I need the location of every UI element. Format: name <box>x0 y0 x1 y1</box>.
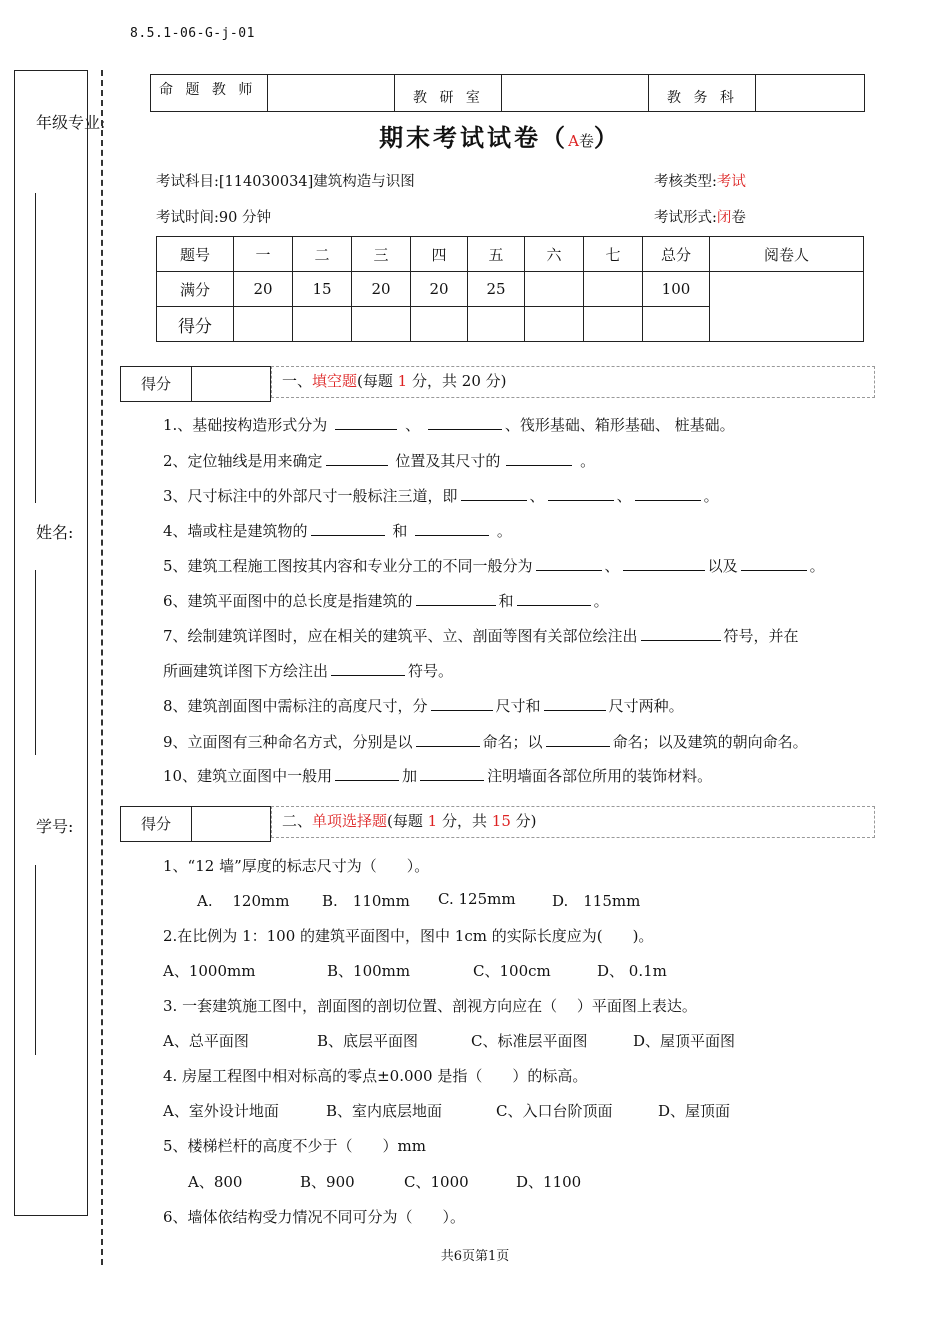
got-score-cell[interactable] <box>411 307 468 342</box>
subject-label: 考试科目: <box>156 174 219 190</box>
title-close: ） <box>593 124 621 152</box>
fill-question-10 <box>163 765 712 786</box>
binding-margin-box <box>14 70 88 1216</box>
grader-field[interactable] <box>710 272 864 342</box>
exam-type <box>654 170 746 191</box>
paper-suffix: 卷 <box>578 132 594 150</box>
q-text: 5、建筑工程施工图按其内容和专业分工的不同一般分为 <box>163 557 533 575</box>
answer-blank[interactable] <box>420 779 484 781</box>
answer-blank[interactable] <box>546 745 610 747</box>
section1-score-field[interactable] <box>190 366 271 402</box>
answer-blank[interactable] <box>416 745 480 747</box>
fill-question-7-cont <box>163 660 453 681</box>
type-label: 考核类型: <box>654 174 717 190</box>
q-text: 4、墙或柱是建筑物的 <box>163 522 308 540</box>
form-label: 考试形式: <box>654 210 717 226</box>
score-head-row <box>157 237 864 272</box>
q5-option-a[interactable]: A、800 <box>188 1173 243 1191</box>
section2-rule-a: (每题 <box>387 812 423 830</box>
full-score-cell: 25 <box>468 272 525 307</box>
q-text: 1.、基础按构造形式分为 <box>163 416 328 434</box>
q-text: 所画建筑详图下方绘注出 <box>163 662 329 680</box>
answer-blank[interactable] <box>548 499 614 501</box>
q5-option-d[interactable]: D、1100 <box>516 1173 582 1191</box>
section2-title <box>271 806 875 838</box>
section2-rule-b: 分，共 <box>442 812 488 830</box>
q-text: 3、尺寸标注中的外部尺寸一般标注三道，即 <box>163 487 458 505</box>
head-cell: 六 <box>525 237 584 272</box>
q3-option-c[interactable]: C、标准层平面图 <box>471 1032 588 1050</box>
section1-score-label: 得分 <box>120 366 192 402</box>
section2-name: 单项选择题 <box>312 812 388 830</box>
cut-line <box>101 70 103 1265</box>
answer-blank[interactable] <box>415 534 489 536</box>
got-score-cell[interactable] <box>468 307 525 342</box>
document-code: 8.5.1-06-G-j-01 <box>130 26 255 41</box>
section1-rule-c: 分) <box>485 372 507 390</box>
q-text: 6、建筑平面图中的总长度是指建筑的 <box>163 592 413 610</box>
answer-blank[interactable] <box>335 779 399 781</box>
full-score-cell: 20 <box>234 272 293 307</box>
q-text: 。 <box>809 557 825 575</box>
q-text: 。 <box>703 487 719 505</box>
got-score-cell[interactable] <box>293 307 352 342</box>
choice-question-3: 3. 一套建筑施工图中，剖面图的剖切位置、剖视方向应在（ ）平面图上表达。 <box>163 997 697 1015</box>
fill-question-2 <box>163 450 595 471</box>
got-score-cell[interactable] <box>525 307 584 342</box>
student-id-line <box>35 865 36 1055</box>
title-text: 期末考试试卷（ <box>379 124 569 152</box>
score-table <box>156 236 864 342</box>
section1-prefix: 一、 <box>282 372 313 390</box>
affairs-field[interactable] <box>756 75 865 112</box>
research-field[interactable] <box>502 75 649 112</box>
q-text: 尺寸两种。 <box>608 697 684 715</box>
q-text: 位置及其尺寸的 <box>395 452 501 470</box>
section1-header <box>120 366 865 400</box>
got-score-cell[interactable] <box>584 307 643 342</box>
fill-question-7 <box>163 625 799 646</box>
page-number: 共6页第1页 <box>440 1249 510 1264</box>
choice-question-4: 4. 房屋工程图中相对标高的零点±0.000 是指（ ）的标高。 <box>163 1067 588 1085</box>
q-text: 、 <box>604 557 620 575</box>
head-cell: 一 <box>234 237 293 272</box>
q-text: 9、立面图有三种命名方式，分别是以 <box>163 733 413 751</box>
full-score-cell: 100 <box>643 272 710 307</box>
answer-blank[interactable] <box>517 604 591 606</box>
section2-header <box>120 806 865 840</box>
q-text: 。 <box>496 522 512 540</box>
q-text: 符号。 <box>408 662 454 680</box>
answer-blank[interactable] <box>326 464 388 466</box>
name-line <box>35 570 36 755</box>
q-text: 、 <box>405 416 421 434</box>
answer-blank[interactable] <box>536 569 602 571</box>
q-text: 命名；以及建筑的朝向命名。 <box>612 733 808 751</box>
head-cell: 二 <box>293 237 352 272</box>
q5-option-c[interactable]: C、1000 <box>404 1173 469 1191</box>
q-text: 尺寸和 <box>495 697 541 715</box>
q2-option-c[interactable]: C、100cm <box>473 962 551 980</box>
grade-major-label: 年级专业: <box>36 113 106 132</box>
q4-option-c[interactable]: C、入口台阶顶面 <box>496 1102 613 1120</box>
answer-blank[interactable] <box>335 428 397 430</box>
got-score-cell[interactable] <box>352 307 411 342</box>
answer-blank[interactable] <box>623 569 705 571</box>
form-value-black: 卷 <box>731 210 746 226</box>
q-text: 注明墙面各部位所用的装饰材料。 <box>487 767 713 785</box>
q1-option-a[interactable]: A. 120mm <box>197 892 290 910</box>
head-cell: 四 <box>411 237 468 272</box>
answer-blank[interactable] <box>431 709 493 711</box>
paper-version: A <box>568 132 579 150</box>
fill-question-1 <box>163 414 735 435</box>
full-score-cell: 20 <box>352 272 411 307</box>
section1-rule-a: (每题 <box>357 372 393 390</box>
choice-question-6: 6、墙体依结构受力情况不同可分为（ ）。 <box>163 1208 466 1226</box>
section1-name: 填空题 <box>312 372 358 390</box>
fill-question-5 <box>163 555 825 576</box>
q-text: 。 <box>593 592 609 610</box>
q-text: 和 <box>498 592 514 610</box>
head-cell: 阅卷人 <box>710 237 864 272</box>
name-label: 姓名: <box>36 523 74 542</box>
section1-title <box>271 366 875 398</box>
fill-question-4 <box>163 520 512 541</box>
choice-question-5: 5、楼梯栏杆的高度不少于（ ）mm <box>163 1137 426 1155</box>
q1-option-b[interactable]: B. 110mm <box>322 892 410 910</box>
approval-table <box>150 74 865 112</box>
q-text: 8、建筑剖面图中需标注的高度尺寸，分 <box>163 697 428 715</box>
answer-blank[interactable] <box>641 639 721 641</box>
full-score-cell <box>525 272 584 307</box>
section2-score-field[interactable] <box>190 806 271 842</box>
fill-question-3 <box>163 485 719 506</box>
q-text: 2、定位轴线是用来确定 <box>163 452 323 470</box>
form-value-red: 闭 <box>716 210 732 226</box>
q-text: 7、绘制建筑详图时，应在相关的建筑平、立、剖面等图有关部位绘注出 <box>163 627 638 645</box>
q2-option-a[interactable]: A、1000mm <box>163 962 256 980</box>
q2-option-b[interactable]: B、100mm <box>327 962 411 980</box>
answer-blank[interactable] <box>311 534 385 536</box>
head-cell: 总分 <box>643 237 710 272</box>
fill-question-6 <box>163 590 609 611</box>
answer-blank[interactable] <box>635 499 701 501</box>
q-text: 、 <box>616 487 632 505</box>
answer-blank[interactable] <box>741 569 807 571</box>
got-score-cell[interactable] <box>234 307 293 342</box>
choice-question-1: 1、“12 墙”厚度的标志尺寸为（ ）。 <box>163 857 430 875</box>
full-score-row <box>157 272 864 307</box>
section2-score-label: 得分 <box>120 806 192 842</box>
section2-rule-c: 分) <box>515 812 537 830</box>
q4-option-b[interactable]: B、室内底层地面 <box>326 1102 443 1120</box>
answer-blank[interactable] <box>331 674 405 676</box>
full-score-label: 满分 <box>157 272 234 307</box>
fill-question-8 <box>163 695 684 716</box>
student-id-label: 学号: <box>36 817 74 836</box>
time-value: 90 分钟 <box>218 210 271 226</box>
exam-form <box>654 206 746 227</box>
q-text: 。 <box>580 452 596 470</box>
q1-option-d[interactable]: D. 115mm <box>552 892 641 910</box>
teacher-field[interactable] <box>268 75 395 112</box>
section2-total: 15 <box>491 812 511 830</box>
research-label: 教 研 室 <box>395 75 502 112</box>
q5-option-b[interactable]: B、900 <box>300 1173 355 1191</box>
q2-option-d[interactable]: D、 0.1m <box>597 962 667 980</box>
teacher-label: 命 题 教 师 <box>151 75 268 112</box>
q1-option-c[interactable]: C. 125mm <box>438 890 516 908</box>
answer-blank[interactable] <box>428 428 502 430</box>
section2-prefix: 二、 <box>282 812 313 830</box>
subject-value: [114030034]建筑构造与识图 <box>218 174 415 190</box>
choice-question-2: 2.在比例为 1：100 的建筑平面图中，图中 1cm 的实际长度应为( )。 <box>163 927 654 945</box>
q4-option-a[interactable]: A、室外设计地面 <box>163 1102 279 1120</box>
answer-blank[interactable] <box>544 709 606 711</box>
q4-option-d[interactable]: D、屋顶面 <box>658 1102 731 1120</box>
head-cell: 七 <box>584 237 643 272</box>
got-score-cell[interactable] <box>643 307 710 342</box>
q3-option-a[interactable]: A、总平面图 <box>163 1032 249 1050</box>
affairs-label: 教 务 科 <box>649 75 756 112</box>
section1-rule-b: 分，共 <box>412 372 458 390</box>
type-value: 考试 <box>716 174 746 190</box>
q-text: 加 <box>402 767 418 785</box>
q-text: 10、建筑立面图中一般用 <box>163 767 333 785</box>
full-score-cell: 15 <box>293 272 352 307</box>
full-score-cell <box>584 272 643 307</box>
head-cell: 五 <box>468 237 525 272</box>
head-cell: 三 <box>352 237 411 272</box>
exam-subject <box>156 170 415 191</box>
q-text: 命名；以 <box>482 733 543 751</box>
section1-per: 1 <box>397 372 408 390</box>
fill-question-9 <box>163 731 808 752</box>
section1-total: 20 <box>461 372 481 390</box>
answer-blank[interactable] <box>461 499 527 501</box>
time-label: 考试时间: <box>156 210 219 226</box>
q-text: 和 <box>392 522 408 540</box>
got-score-label: 得分 <box>157 307 234 342</box>
answer-blank[interactable] <box>506 464 572 466</box>
exam-time <box>156 206 271 227</box>
q-text: 符号，并在 <box>723 627 799 645</box>
grade-major-line <box>35 193 36 503</box>
q3-option-b[interactable]: B、底层平面图 <box>317 1032 419 1050</box>
section2-per: 1 <box>427 812 438 830</box>
answer-blank[interactable] <box>416 604 496 606</box>
q3-option-d[interactable]: D、屋顶平面图 <box>633 1032 736 1050</box>
head-cell: 题号 <box>157 237 234 272</box>
exam-title <box>0 118 950 153</box>
q-text: 、 <box>529 487 545 505</box>
q-text: 以及 <box>707 557 738 575</box>
full-score-cell: 20 <box>411 272 468 307</box>
q-text: 、筏形基础、箱形基础、 桩基础。 <box>504 416 735 434</box>
